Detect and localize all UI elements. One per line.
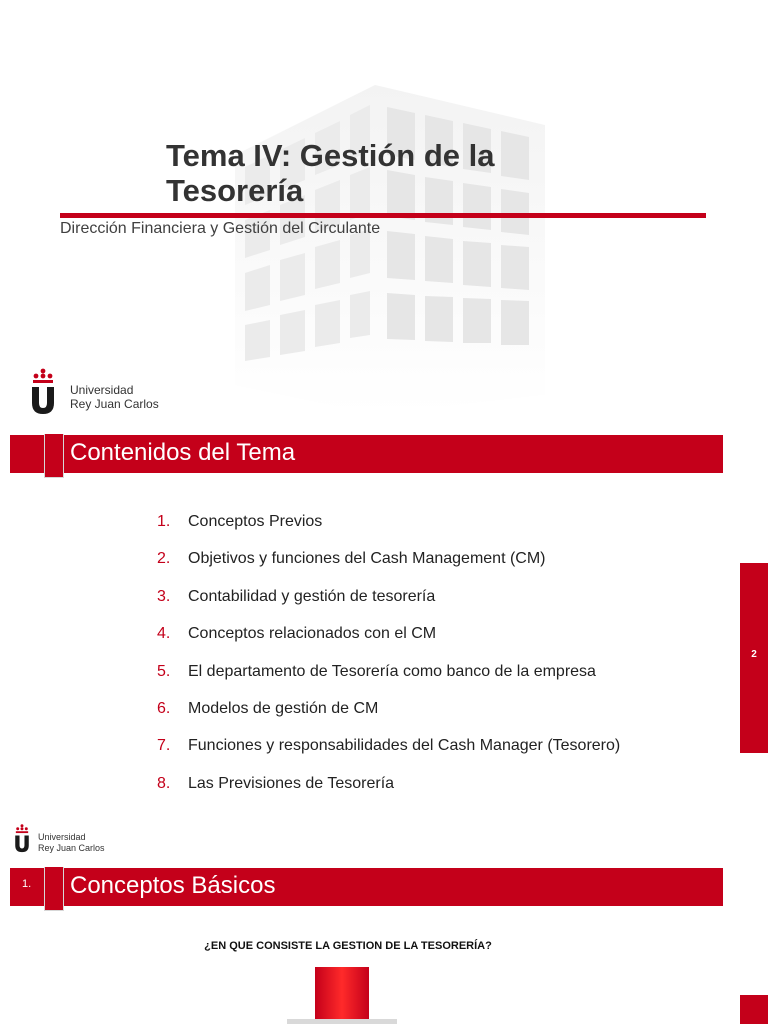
list-item <box>157 625 620 662</box>
page-number-tab-2 <box>740 995 768 1024</box>
item-number: 3. <box>157 587 171 605</box>
item-text: El departamento de Tesorería como banco de la empresa <box>188 662 596 680</box>
item-text: Objetivos y funciones del Cash Management (CM) <box>188 550 546 568</box>
item-text: Modelos de gestión de CM <box>188 699 379 717</box>
urjc-crown-u-logo <box>14 823 30 853</box>
contents-header-bar <box>10 435 723 473</box>
building-watermark <box>215 85 560 415</box>
title-line-1: Tema IV: Gestión de la <box>166 138 495 173</box>
logo-line-2: Rey Juan Carlos <box>70 397 159 412</box>
item-number: 4. <box>157 625 171 643</box>
list-item <box>157 513 620 550</box>
header-tab <box>44 434 64 478</box>
list-item <box>157 700 620 737</box>
page-number-tab <box>740 563 768 753</box>
item-text: Contabilidad y gestión de tesorería <box>188 587 436 605</box>
section-number: 1. <box>22 878 32 890</box>
item-text: Las Previsiones de Tesorería <box>188 774 395 792</box>
title-line-2: Tesorería <box>166 173 304 208</box>
item-text: Conceptos relacionados con el CM <box>188 625 437 643</box>
header-tab <box>44 867 64 911</box>
item-text: Conceptos Previos <box>188 513 323 530</box>
item-number: 5. <box>157 662 171 680</box>
university-logo-small <box>14 823 105 853</box>
urjc-crown-u-logo <box>30 368 56 414</box>
list-item <box>157 588 620 625</box>
section-header-bar <box>10 868 723 906</box>
logo-text <box>70 384 159 412</box>
university-logo <box>30 368 159 414</box>
contents-header-title: Contenidos del Tema <box>70 439 296 466</box>
item-number: 6. <box>157 699 171 717</box>
item-number: 7. <box>157 737 171 755</box>
title-slide <box>0 0 768 430</box>
logo-line-2: Rey Juan Carlos <box>38 842 105 853</box>
slide-title <box>166 138 686 208</box>
slide-subtitle: Dirección Financiera y Gestión del Circulante <box>60 220 381 237</box>
logo-line-1: Universidad <box>70 383 134 398</box>
list-item <box>157 663 620 700</box>
logo-line-1: Universidad <box>38 832 86 843</box>
item-number: 8. <box>157 774 171 792</box>
list-item <box>157 550 620 587</box>
logo-text <box>38 832 105 853</box>
section-header-title: Conceptos Básicos <box>70 872 276 899</box>
title-underline <box>60 213 706 218</box>
item-text: Funciones y responsabilidades del Cash Manager (Tesorero) <box>188 737 621 755</box>
item-number: 1. <box>157 513 171 530</box>
page-number: 2 <box>751 649 757 660</box>
list-item <box>157 737 620 774</box>
list-item <box>157 775 620 812</box>
down-arrow-icon <box>287 967 397 1024</box>
question-text: ¿EN QUE CONSISTE LA GESTION DE LA TESORERÍA? <box>204 940 492 952</box>
item-number: 2. <box>157 550 171 568</box>
contents-list <box>157 513 620 812</box>
